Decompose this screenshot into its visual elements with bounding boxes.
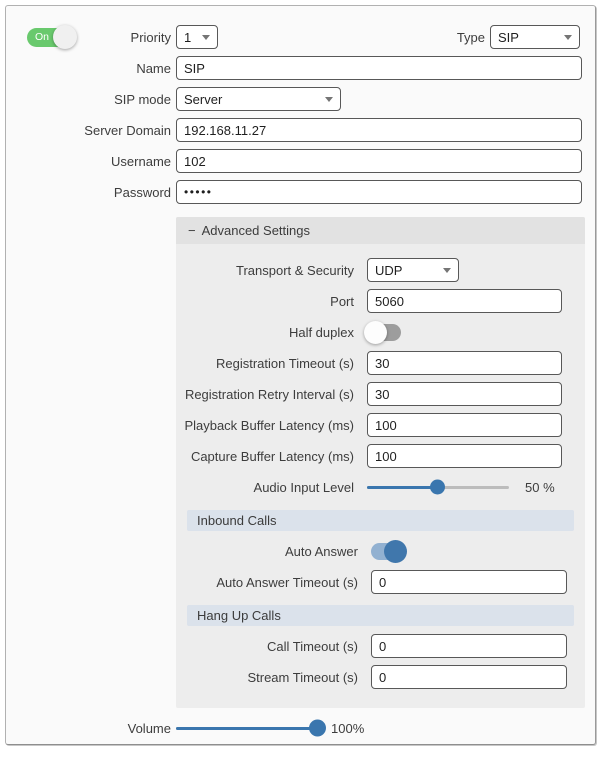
slider-fill: [176, 727, 318, 730]
audio-input-level-value: 50 %: [525, 479, 555, 495]
enabled-toggle-label: On: [35, 30, 50, 43]
sip-mode-row: [6, 87, 595, 111]
auto-answer-timeout-row: [176, 570, 585, 594]
volume-value: 100%: [331, 720, 365, 736]
name-label: Name: [136, 60, 171, 76]
playback-latency-row: [176, 413, 585, 437]
capture-latency-row: [176, 444, 585, 468]
half-duplex-row: [176, 320, 585, 344]
toggle-knob[interactable]: [364, 321, 387, 344]
advanced-settings-header[interactable]: [176, 217, 585, 244]
transport-row: [176, 258, 585, 282]
playback-latency-label: Playback Buffer Latency (ms): [184, 417, 354, 433]
hang-up-calls-header: [187, 605, 574, 626]
slider-fill: [367, 486, 438, 489]
registration-timeout-input[interactable]: [367, 351, 562, 375]
audio-input-level-slider[interactable]: [367, 486, 509, 489]
call-timeout-label: Call Timeout (s): [266, 638, 358, 654]
slider-knob[interactable]: [309, 720, 326, 737]
username-row: [6, 149, 595, 173]
name-row: [6, 56, 595, 80]
hang-up-calls-title: Hang Up Calls: [197, 608, 281, 623]
volume-row: [6, 716, 595, 740]
auto-answer-timeout-label: Auto Answer Timeout (s): [216, 574, 358, 590]
capture-latency-input[interactable]: [367, 444, 562, 468]
server-domain-label: Server Domain: [84, 122, 171, 138]
registration-retry-input[interactable]: [367, 382, 562, 406]
username-label: Username: [111, 153, 171, 169]
volume-slider[interactable]: [176, 727, 318, 730]
stream-timeout-input[interactable]: [371, 665, 567, 689]
port-row: [176, 289, 585, 313]
priority-select[interactable]: [176, 25, 218, 49]
registration-timeout-row: [176, 351, 585, 375]
password-row: [6, 180, 595, 204]
half-duplex-toggle[interactable]: [367, 324, 401, 341]
inbound-calls-title: Inbound Calls: [197, 513, 277, 528]
transport-value: UDP: [375, 262, 403, 278]
password-label: Password: [113, 184, 171, 200]
audio-input-level-label: Audio Input Level: [253, 479, 354, 495]
priority-label: Priority: [130, 29, 171, 45]
auto-answer-label: Auto Answer: [285, 543, 358, 559]
sip-mode-select[interactable]: [176, 87, 341, 111]
auto-answer-row: [176, 539, 585, 563]
type-label: Type: [456, 29, 485, 45]
stream-timeout-row: [176, 665, 585, 689]
transport-label: Transport & Security: [235, 262, 354, 278]
capture-latency-label: Capture Buffer Latency (ms): [190, 448, 354, 464]
priority-value: 1: [184, 29, 192, 45]
port-input[interactable]: [367, 289, 562, 313]
inbound-calls-header: [187, 510, 574, 531]
type-value: SIP: [498, 29, 519, 45]
chevron-down-icon: [325, 97, 333, 102]
stream-timeout-label: Stream Timeout (s): [247, 669, 358, 685]
sip-mode-label: SIP mode: [114, 91, 171, 107]
top-row: [6, 25, 595, 49]
server-domain-row: [6, 118, 595, 142]
sip-settings-panel: [5, 5, 596, 745]
type-select[interactable]: [490, 25, 580, 49]
chevron-down-icon: [564, 35, 572, 40]
toggle-knob[interactable]: [53, 25, 77, 49]
registration-timeout-label: Registration Timeout (s): [216, 355, 354, 371]
auto-answer-toggle[interactable]: [371, 543, 404, 560]
advanced-settings-panel: [176, 217, 585, 708]
username-input[interactable]: [176, 149, 582, 173]
audio-input-level-row: [176, 475, 585, 499]
sip-mode-value: Server: [184, 91, 223, 107]
advanced-settings-title: Advanced Settings: [201, 223, 310, 238]
registration-retry-label: Registration Retry Interval (s): [184, 386, 354, 402]
volume-label: Volume: [127, 720, 171, 736]
collapse-minus-icon: −: [188, 223, 196, 238]
port-label: Port: [330, 293, 354, 309]
server-domain-input[interactable]: [176, 118, 582, 142]
password-input[interactable]: [176, 180, 582, 204]
auto-answer-timeout-input[interactable]: [371, 570, 567, 594]
transport-select[interactable]: [367, 258, 459, 282]
slider-knob[interactable]: [430, 480, 445, 495]
name-input[interactable]: [176, 56, 582, 80]
playback-latency-input[interactable]: [367, 413, 562, 437]
chevron-down-icon: [443, 268, 451, 273]
enabled-toggle[interactable]: [27, 28, 73, 47]
toggle-knob[interactable]: [384, 540, 407, 563]
chevron-down-icon: [202, 35, 210, 40]
half-duplex-label: Half duplex: [288, 324, 354, 340]
call-timeout-row: [176, 634, 585, 658]
call-timeout-input[interactable]: [371, 634, 567, 658]
advanced-settings-body: [176, 244, 585, 708]
registration-retry-row: [176, 382, 585, 406]
